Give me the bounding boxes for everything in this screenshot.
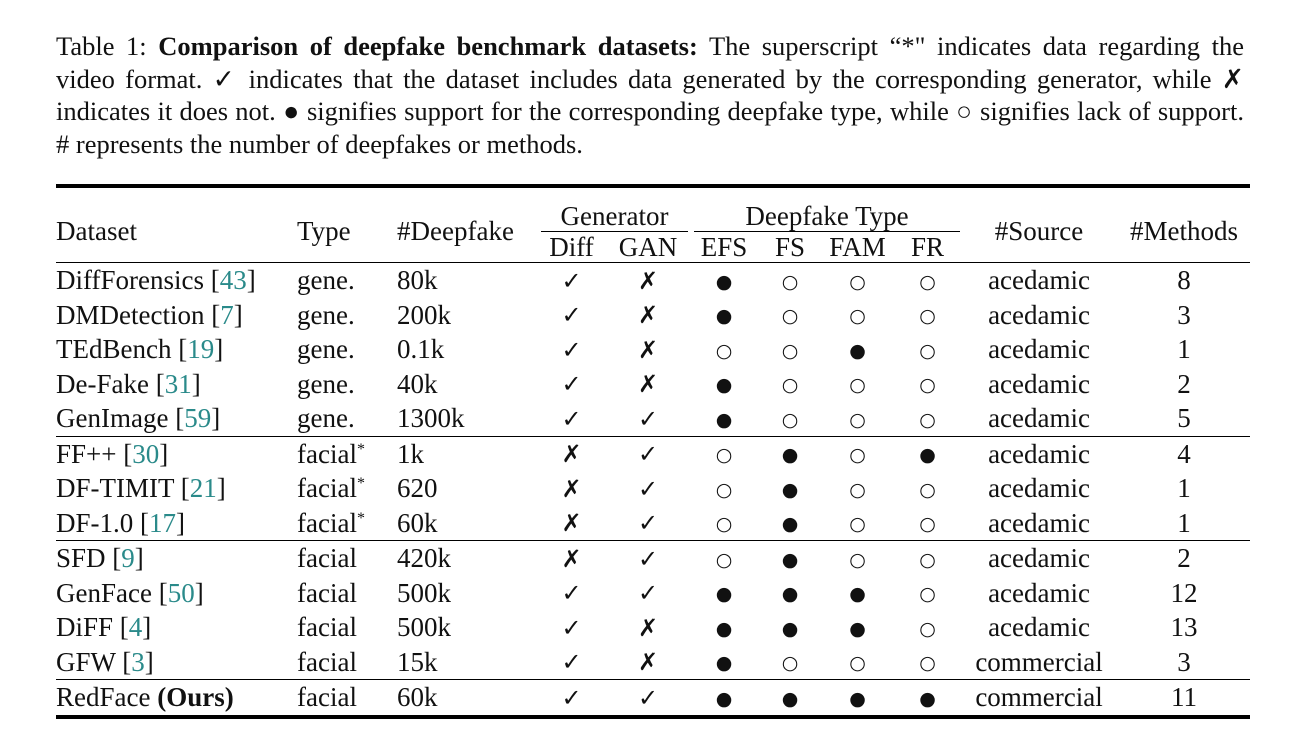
- empty-circle-icon: ○: [919, 305, 936, 328]
- table-row: [56, 332, 1250, 367]
- type-efs-cell: [688, 471, 760, 506]
- type-text: gene.: [297, 334, 355, 365]
- dataset-cell: FF++ [30]: [56, 436, 290, 471]
- generator-diff-cell: [535, 506, 608, 541]
- type-efs-cell: [688, 401, 760, 436]
- generator-diff-cell: [535, 367, 608, 402]
- cross-icon: ✗: [561, 474, 582, 503]
- generator-gan-cell: [608, 332, 688, 367]
- deepfake-count-cell: 60k: [397, 507, 438, 538]
- type-text: facial: [297, 543, 357, 574]
- empty-circle-icon: ○: [919, 339, 936, 362]
- comparison-table: [56, 184, 1250, 719]
- check-icon: ✓: [561, 648, 582, 677]
- type-fs-cell: [760, 401, 820, 436]
- generator-gan-cell: [608, 436, 688, 471]
- type-efs-cell: [688, 541, 760, 576]
- header-efs: EFS: [700, 232, 748, 262]
- check-icon: ✓: [637, 440, 659, 469]
- header-fs: FS: [774, 232, 806, 262]
- type-fs-cell: [760, 471, 820, 506]
- type-fs-cell: [760, 436, 820, 471]
- caption-text: The superscript “*" indicates data regarding the video format. ✓ indicates that the dataset includes data generated by the corresponding generator, while ✗ indicates it does not. ● signifies support for the corresponding deepfake type, while ○ signifies lack of support. # represents the number of deepfakes or methods.: [56, 31, 1244, 159]
- header-fam: FAM: [829, 232, 886, 262]
- citation-link[interactable]: 50: [167, 577, 195, 608]
- type-efs-cell: [688, 645, 760, 680]
- type-fam-cell: [820, 298, 895, 333]
- deepfake-count-cell: 0.1k: [397, 334, 445, 365]
- source-cell: acedamic: [988, 299, 1090, 330]
- type-fam-cell: [820, 506, 895, 541]
- type-fr-cell: [895, 367, 960, 402]
- type-cell: [290, 645, 390, 680]
- cross-icon: ✗: [637, 613, 659, 642]
- dataset-name: DiffForensics: [56, 265, 204, 296]
- filled-circle-icon: ●: [919, 687, 936, 710]
- check-icon: ✓: [637, 544, 659, 573]
- check-icon: ✓: [561, 301, 582, 330]
- table-row: [56, 610, 1250, 645]
- check-icon: ✓: [561, 370, 582, 399]
- generator-gan-cell: [608, 298, 688, 333]
- cross-icon: ✗: [561, 544, 582, 573]
- table-row: [56, 436, 1250, 471]
- dataset-name: TEdBench: [56, 334, 172, 365]
- source-cell: acedamic: [988, 473, 1090, 504]
- type-cell: [290, 541, 390, 576]
- table-row: [56, 298, 1250, 333]
- citation-link[interactable]: 30: [132, 438, 160, 469]
- type-text: gene.: [297, 265, 355, 296]
- dataset-name: DMDetection: [56, 299, 205, 330]
- filled-circle-icon: ●: [715, 408, 733, 431]
- dataset-name: SFD: [56, 543, 106, 574]
- filled-circle-icon: ●: [781, 583, 799, 606]
- dataset-cell: DiffForensics [43]: [56, 265, 256, 296]
- source-cell: acedamic: [988, 403, 1090, 434]
- empty-circle-icon: ○: [715, 478, 733, 501]
- empty-circle-icon: ○: [919, 408, 936, 431]
- type-efs-cell: [688, 298, 760, 333]
- header-deepfake: #Deepfake: [390, 186, 535, 263]
- header-type: Type: [290, 186, 390, 263]
- dataset-name: De-Fake: [56, 368, 149, 399]
- dataset-cell: DiFF [4]: [56, 612, 152, 643]
- type-cell: [290, 436, 390, 471]
- cross-icon: ✗: [637, 648, 659, 677]
- table-row: [56, 576, 1250, 611]
- source-cell: acedamic: [988, 265, 1090, 296]
- check-icon: ✓: [561, 335, 582, 364]
- deepfake-count-cell: 500k: [397, 612, 451, 643]
- type-fam-cell: [820, 332, 895, 367]
- generator-diff-cell: [535, 401, 608, 436]
- citation-link[interactable]: 9: [121, 543, 135, 574]
- empty-circle-icon: ○: [781, 374, 799, 397]
- dataset-cell: SFD [9]: [56, 541, 290, 576]
- empty-circle-icon: ○: [849, 374, 866, 397]
- table-row: [56, 506, 1250, 541]
- generator-diff-cell: [535, 576, 608, 611]
- check-icon: ✓: [561, 266, 582, 295]
- check-icon: ✓: [561, 613, 582, 642]
- type-fr-cell: [895, 298, 960, 333]
- filled-circle-icon: ●: [715, 270, 733, 293]
- type-fs-cell: [760, 541, 820, 576]
- generator-gan-cell: [608, 506, 688, 541]
- empty-circle-icon: ○: [715, 548, 733, 571]
- filled-circle-icon: ●: [715, 374, 733, 397]
- type-fs-cell: [760, 680, 820, 717]
- type-fs-cell: [760, 263, 820, 298]
- generator-diff-cell: [535, 471, 608, 506]
- filled-circle-icon: ●: [781, 617, 799, 640]
- header-fr: FR: [911, 232, 945, 262]
- type-text: gene.: [297, 299, 355, 330]
- empty-circle-icon: ○: [781, 339, 799, 362]
- methods-cell: 8: [1177, 265, 1191, 296]
- filled-circle-icon: ●: [715, 617, 733, 640]
- type-text: facial: [297, 438, 357, 469]
- dataset-name: RedFace: [56, 682, 151, 713]
- type-cell: [290, 263, 390, 298]
- type-cell: [290, 401, 390, 436]
- type-fam-cell: [820, 645, 895, 680]
- methods-cell: 2: [1118, 541, 1250, 576]
- source-cell: acedamic: [988, 334, 1090, 365]
- empty-circle-icon: ○: [715, 339, 733, 362]
- methods-cell: 3: [1177, 299, 1191, 330]
- type-cell: [290, 471, 390, 506]
- type-efs-cell: [688, 263, 760, 298]
- check-icon: ✓: [637, 509, 659, 538]
- source-cell: acedamic: [960, 541, 1118, 576]
- methods-cell: 5: [1177, 403, 1191, 434]
- source-cell: acedamic: [988, 507, 1090, 538]
- methods-cell: 12: [1170, 577, 1198, 608]
- dataset-name: GenFace: [56, 577, 152, 608]
- type-efs-cell: [688, 436, 760, 471]
- type-text: gene.: [297, 403, 355, 434]
- dataset-cell: DF-TIMIT [21]: [56, 473, 226, 504]
- citation-link[interactable]: 59: [184, 403, 212, 434]
- empty-circle-icon: ○: [849, 652, 866, 675]
- empty-circle-icon: ○: [715, 513, 733, 536]
- table-row: [56, 541, 1250, 576]
- generator-gan-cell: [608, 680, 688, 717]
- type-fr-cell: [895, 471, 960, 506]
- dataset-name: GenImage: [56, 403, 169, 434]
- filled-circle-icon: ●: [715, 583, 733, 606]
- empty-circle-icon: ○: [919, 583, 936, 606]
- type-fam-cell: [820, 610, 895, 645]
- generator-gan-cell: [608, 645, 688, 680]
- empty-circle-icon: ○: [919, 513, 936, 536]
- citation-link[interactable]: 21: [189, 473, 217, 504]
- table-row: [56, 401, 1250, 436]
- type-fr-cell: [895, 541, 960, 576]
- empty-circle-icon: ○: [919, 548, 936, 571]
- dataset-cell: GenImage [59]: [56, 403, 221, 434]
- type-text: facial: [297, 473, 357, 504]
- type-efs-cell: [688, 576, 760, 611]
- type-fr-cell: [895, 332, 960, 367]
- caption-label: Table 1:: [56, 31, 147, 61]
- type-efs-cell: [688, 367, 760, 402]
- table-row: [56, 367, 1250, 402]
- type-cell: [290, 610, 390, 645]
- filled-circle-icon: ●: [919, 444, 936, 467]
- source-cell: acedamic: [988, 577, 1090, 608]
- type-fam-cell: [820, 541, 895, 576]
- deepfake-count-cell: 80k: [397, 265, 438, 296]
- dataset-cell: De-Fake [31]: [56, 368, 201, 399]
- filled-circle-icon: ●: [781, 444, 799, 467]
- methods-cell: 1: [1177, 334, 1191, 365]
- type-cell: [290, 367, 390, 402]
- generator-gan-cell: [608, 471, 688, 506]
- type-fam-cell: [820, 436, 895, 471]
- dataset-cell: DF-1.0 [17]: [56, 507, 186, 538]
- header-diff: Diff: [549, 232, 594, 262]
- type-fr-cell: [895, 645, 960, 680]
- dataset-name: FF++: [56, 438, 117, 469]
- citation-link[interactable]: 4: [128, 612, 143, 643]
- citation-link[interactable]: 3: [131, 646, 145, 677]
- empty-circle-icon: ○: [781, 408, 799, 431]
- type-fs-cell: [760, 367, 820, 402]
- deepfake-count-cell: 500k: [397, 577, 451, 608]
- type-fr-cell: [895, 263, 960, 298]
- filled-circle-icon: ●: [781, 478, 799, 501]
- video-marker: *: [356, 475, 365, 493]
- generator-diff-cell: [535, 680, 608, 717]
- methods-cell: 3: [1177, 646, 1191, 677]
- citation-link[interactable]: 7: [220, 299, 234, 330]
- citation-link[interactable]: 19: [187, 334, 215, 365]
- cross-icon: ✗: [637, 266, 659, 295]
- methods-cell: 1: [1177, 507, 1191, 538]
- empty-circle-icon: ○: [919, 270, 936, 293]
- header-deepfake-type: [688, 186, 960, 232]
- type-text: gene.: [297, 368, 355, 399]
- dataset-name: GFW: [56, 646, 116, 677]
- deepfake-count-cell: 1k: [390, 436, 535, 471]
- table-row: [56, 263, 1250, 298]
- methods-cell: 2: [1177, 368, 1191, 399]
- type-fr-cell: [895, 576, 960, 611]
- header-generator: [535, 186, 688, 232]
- filled-circle-icon: ●: [849, 617, 866, 640]
- type-text: facial: [297, 646, 357, 677]
- dataset-cell: TEdBench [19]: [56, 334, 224, 365]
- check-icon: ✓: [637, 579, 659, 608]
- type-fam-cell: [820, 471, 895, 506]
- source-cell: commercial: [960, 680, 1118, 717]
- filled-circle-icon: ●: [781, 513, 799, 536]
- header-deepfake-type-label: Deepfake Type: [694, 201, 960, 232]
- video-marker: *: [356, 509, 365, 527]
- generator-gan-cell: [608, 401, 688, 436]
- filled-circle-icon: ●: [715, 687, 733, 710]
- empty-circle-icon: ○: [781, 270, 799, 293]
- empty-circle-icon: ○: [849, 408, 866, 431]
- type-efs-cell: [688, 332, 760, 367]
- filled-circle-icon: ●: [781, 687, 799, 710]
- source-cell: acedamic: [960, 436, 1118, 471]
- methods-cell: 13: [1170, 612, 1198, 643]
- citation-link[interactable]: 31: [164, 368, 192, 399]
- header-methods: #Methods: [1118, 186, 1250, 263]
- type-fam-cell: [820, 367, 895, 402]
- empty-circle-icon: ○: [919, 374, 936, 397]
- type-cell: [290, 506, 390, 541]
- methods-cell: 1: [1177, 473, 1191, 504]
- table-body: [56, 263, 1250, 717]
- type-fr-cell: [895, 680, 960, 717]
- table-caption: [56, 30, 1244, 160]
- dataset-name: DF-1.0: [56, 507, 134, 538]
- type-fr-cell: [895, 401, 960, 436]
- generator-gan-cell: [608, 541, 688, 576]
- generator-gan-cell: [608, 610, 688, 645]
- type-fr-cell: [895, 610, 960, 645]
- cross-icon: ✗: [561, 440, 582, 469]
- filled-circle-icon: ●: [715, 305, 733, 328]
- type-text: facial: [297, 612, 357, 643]
- empty-circle-icon: ○: [781, 305, 799, 328]
- empty-circle-icon: ○: [849, 513, 866, 536]
- check-icon: ✓: [561, 579, 582, 608]
- cross-icon: ✗: [561, 509, 582, 538]
- cross-icon: ✗: [637, 301, 659, 330]
- deepfake-count-cell: 40k: [397, 368, 438, 399]
- dataset-cell: DMDetection [7]: [56, 299, 243, 330]
- type-cell: [290, 576, 390, 611]
- header-generator-label: Generator: [541, 201, 688, 232]
- deepfake-count-cell: 200k: [397, 299, 451, 330]
- type-fr-cell: [895, 436, 960, 471]
- methods-cell: 4: [1118, 436, 1250, 471]
- check-icon: ✓: [561, 404, 582, 433]
- generator-gan-cell: [608, 263, 688, 298]
- citation-link[interactable]: 43: [219, 265, 247, 296]
- caption-title: Comparison of deepfake benchmark datasets:: [158, 31, 698, 61]
- table-row: [56, 680, 1250, 717]
- header-gan: GAN: [618, 232, 678, 262]
- type-fs-cell: [760, 506, 820, 541]
- video-marker: *: [356, 440, 365, 458]
- table-row: [56, 645, 1250, 680]
- generator-diff-cell: [535, 298, 608, 333]
- empty-circle-icon: ○: [849, 270, 866, 293]
- check-icon: ✓: [561, 683, 582, 712]
- filled-circle-icon: ●: [849, 339, 866, 362]
- generator-diff-cell: [535, 645, 608, 680]
- generator-diff-cell: [535, 436, 608, 471]
- filled-circle-icon: ●: [781, 548, 799, 571]
- type-efs-cell: [688, 680, 760, 717]
- header-dataset: Dataset: [56, 186, 290, 263]
- type-fs-cell: [760, 645, 820, 680]
- dataset-cell: GFW [3]: [56, 646, 154, 677]
- deepfake-count-cell: 15k: [397, 646, 438, 677]
- table-row: [56, 471, 1250, 506]
- empty-circle-icon: ○: [849, 305, 866, 328]
- citation-link[interactable]: 17: [149, 507, 177, 538]
- type-fam-cell: [820, 680, 895, 717]
- methods-cell: 11: [1118, 680, 1250, 717]
- filled-circle-icon: ●: [849, 687, 866, 710]
- dataset-cell: GenFace [50]: [56, 577, 204, 608]
- type-cell: [290, 298, 390, 333]
- source-cell: commercial: [975, 646, 1103, 677]
- type-cell: [290, 680, 390, 717]
- type-fs-cell: [760, 610, 820, 645]
- type-fam-cell: [820, 401, 895, 436]
- ours-label: (Ours): [157, 682, 234, 713]
- deepfake-count-cell: 420k: [390, 541, 535, 576]
- deepfake-count-cell: 1300k: [397, 403, 465, 434]
- filled-circle-icon: ●: [715, 652, 733, 675]
- deepfake-count-cell: 60k: [390, 680, 535, 717]
- empty-circle-icon: ○: [849, 478, 866, 501]
- cross-icon: ✗: [637, 335, 659, 364]
- empty-circle-icon: ○: [849, 444, 866, 467]
- empty-circle-icon: ○: [781, 652, 799, 675]
- type-text: facial: [297, 507, 357, 538]
- generator-diff-cell: [535, 541, 608, 576]
- type-fam-cell: [820, 263, 895, 298]
- generator-gan-cell: [608, 576, 688, 611]
- generator-diff-cell: [535, 610, 608, 645]
- header-source: #Source: [960, 186, 1118, 263]
- type-fs-cell: [760, 576, 820, 611]
- type-fs-cell: [760, 298, 820, 333]
- empty-circle-icon: ○: [919, 478, 936, 501]
- source-cell: acedamic: [988, 368, 1090, 399]
- check-icon: ✓: [637, 474, 659, 503]
- filled-circle-icon: ●: [849, 583, 866, 606]
- source-cell: acedamic: [988, 612, 1090, 643]
- generator-gan-cell: [608, 367, 688, 402]
- type-efs-cell: [688, 506, 760, 541]
- dataset-name: DiFF: [56, 612, 114, 643]
- empty-circle-icon: ○: [919, 617, 936, 640]
- dataset-cell: [56, 680, 290, 717]
- deepfake-count-cell: 620: [397, 473, 438, 504]
- dataset-name: DF-TIMIT: [56, 473, 174, 504]
- check-icon: ✓: [637, 404, 659, 433]
- type-text: facial: [297, 577, 357, 608]
- empty-circle-icon: ○: [919, 652, 936, 675]
- type-efs-cell: [688, 610, 760, 645]
- cross-icon: ✗: [637, 370, 659, 399]
- empty-circle-icon: ○: [715, 444, 733, 467]
- type-text: facial: [297, 682, 357, 713]
- generator-diff-cell: [535, 263, 608, 298]
- type-cell: [290, 332, 390, 367]
- check-icon: ✓: [637, 683, 659, 712]
- type-fr-cell: [895, 506, 960, 541]
- generator-diff-cell: [535, 332, 608, 367]
- empty-circle-icon: ○: [849, 548, 866, 571]
- type-fs-cell: [760, 332, 820, 367]
- type-fam-cell: [820, 576, 895, 611]
